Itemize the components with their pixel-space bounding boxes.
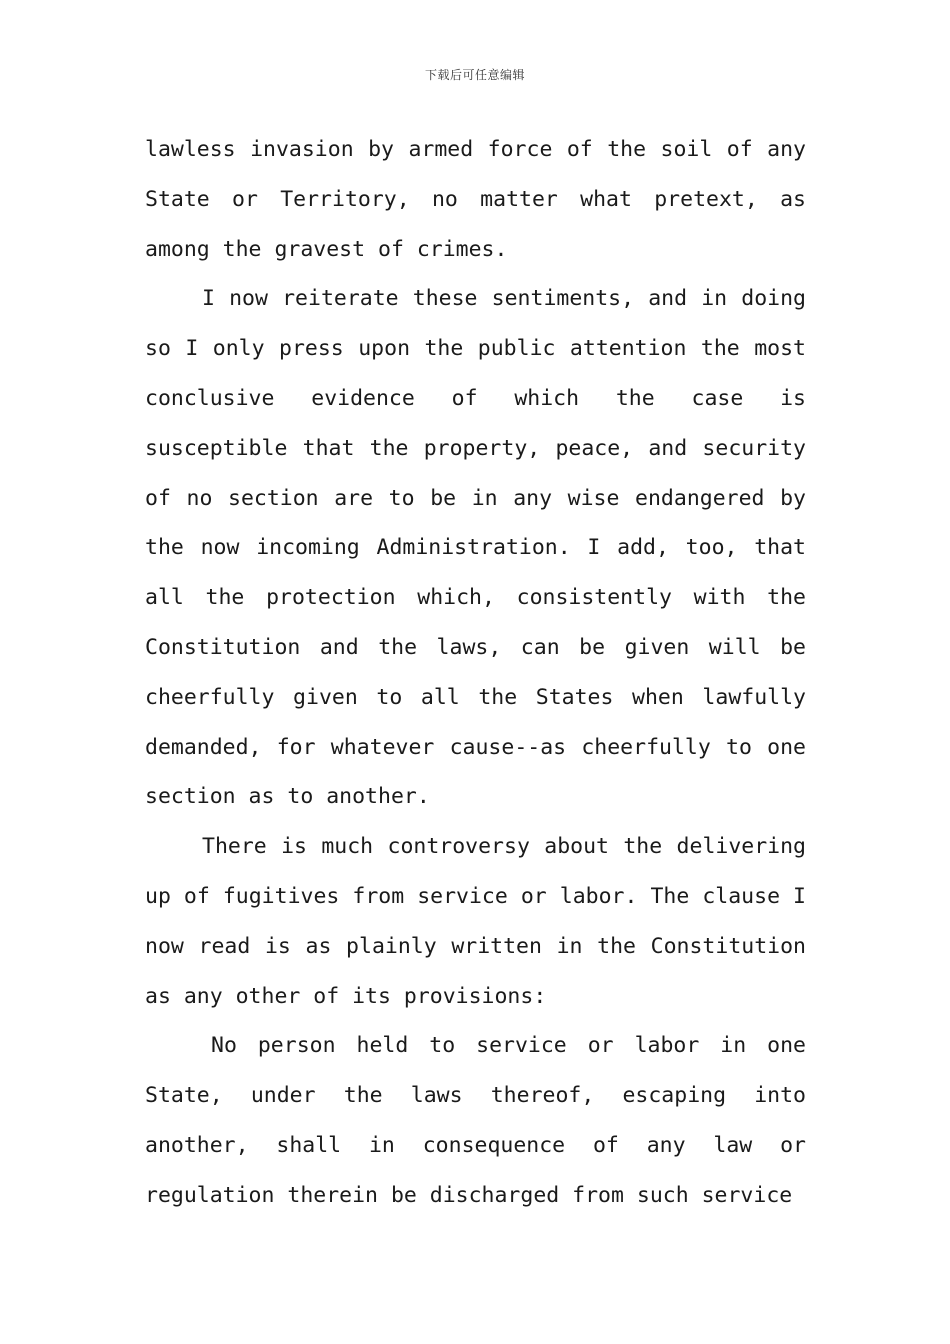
- document-body: [145, 125, 806, 1221]
- paragraph-constitution-quote: No person held to service or labor in one State, under the laws thereof, escaping into another, shall in consequence of any law or regulation therein be discharged from such service: [145, 1033, 806, 1208]
- paragraph-continuation: lawless invasion by armed force of the soil of any State or Territory, no matter what pretext, as among the gravest of crimes.: [145, 137, 806, 262]
- paragraph-controversy: There is much controversy about the delivering up of fugitives from service or labor. The clause I now read is as plainly written in the Constitution as any other of its provisions:: [145, 834, 806, 1009]
- page-header: 下载后可任意编辑: [424, 68, 525, 82]
- paragraph-reiterate: I now reiterate these sentiments, and in doing so I only press upon the public attention the most conclusive evidence of which the case is susceptible that the property, peace, and security of no section are to be in any wise endangered by the now incoming Administration. I add, too, that all the protection which, consistently with the Constitution and the laws, can be given will be cheerfully given to all the States when lawfully demanded, for whatever cause--as cheerfully to one section as to another.: [145, 286, 806, 810]
